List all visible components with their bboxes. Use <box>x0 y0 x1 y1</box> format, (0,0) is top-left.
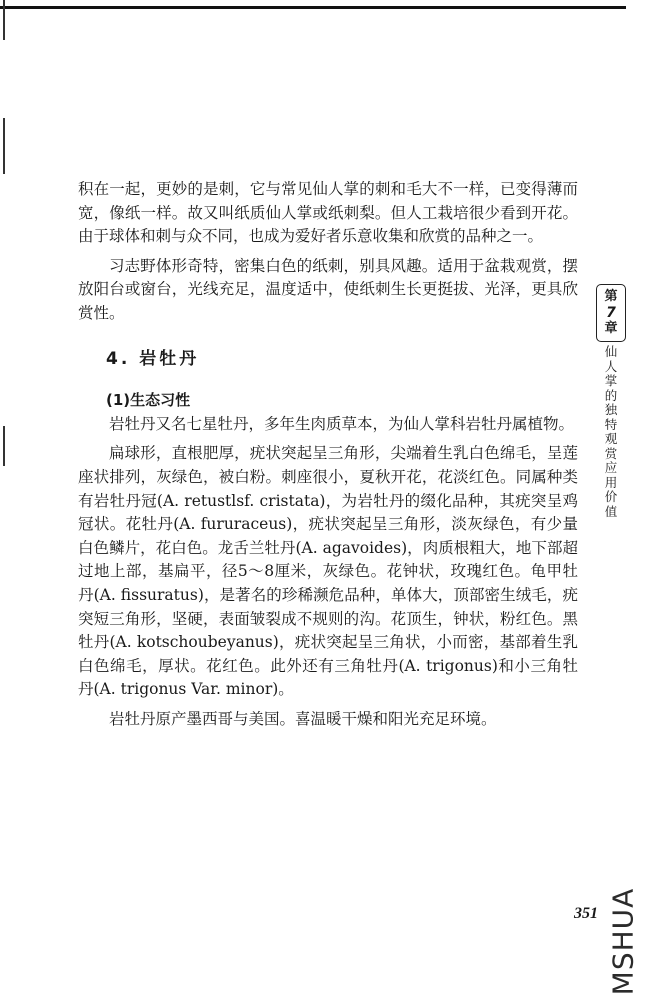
text-line: 意收集和欣赏的品种之一。 <box>357 227 544 246</box>
chapter-badge <box>596 284 626 342</box>
text-line: 变得薄而宽，像纸一样。故又叫纸质仙人掌或纸刺梨。但人工 <box>78 180 578 222</box>
scan-edge-mark <box>3 118 5 174</box>
paragraph: 扁球形，直根肥厚，疣状突起呈三角形，尖端着生乳白色绵毛，呈莲座状排列，灰绿色，被白粉。刺座很小，夏秋开花，花淡红色。同属种类有岩牡丹冠(A. retustlsf. cristata)，为岩牡丹的缀化品种，其疣突呈鸡冠状。花牡丹(A. fururaceus)，疣状突起呈三角形，淡灰绿色，有少量白色鳞片，花白色。龙舌兰牡丹(A. agavoides)，肉质根粗大，地下部超过地上部，基扁平，径5～8厘米，灰绿色。花钟状，玫瑰红色。龟甲牡丹(A. fissuratus)，是著名的珍稀濒危品种，单体大，顶部密生绒毛，疣突短三角形，坚硬，表面皱裂成不规则的沟。花顶生，钟状，粉红色。黑牡丹(A. kotschoubeyanus)，疣状突起呈三角状，小而密，基部着生乳白色绵毛，厚状。花红色。此外还有三角牡丹(A. trigonus)和小三角牡丹(A. trigonus Var. minor)。 <box>78 444 578 699</box>
text-line: 积在一起，更妙的是刺，它与常见仙人掌的刺和毛大不一样，已 <box>78 180 516 198</box>
watermark-text: MSHUA <box>606 887 640 995</box>
page-number: 351 <box>574 905 598 922</box>
watermark <box>598 884 648 998</box>
chapter-number: 7 <box>606 305 616 321</box>
scan-edge-mark <box>3 0 5 40</box>
scan-edge-mark <box>3 426 5 466</box>
top-rule <box>0 6 626 9</box>
text-line: 栽培很少看到开花。由于球体和刺与众不同，也成为爱好者乐 <box>78 203 578 246</box>
paragraph: 岩牡丹又名七星牡丹，多年生肉质草本，为仙人掌科岩牡丹属植物。 <box>109 414 575 433</box>
section-heading: 4. 岩牡丹 <box>106 348 200 369</box>
subheading: (1)生态习性 <box>106 391 191 410</box>
chapter-label-bottom: 章 <box>604 321 618 336</box>
body-text <box>78 178 578 731</box>
paragraph: 习志野体形奇特，密集白色的纸刺，别具风趣。适用于盆栽观赏，摆放阳台或窗台，光线充足，温度适中，使纸刺生长更挺拔、光泽，更具欣赏性。 <box>78 256 578 322</box>
chapter-side-title: 仙人掌的独特观赏应用价值 <box>604 344 618 519</box>
paragraph: 岩牡丹原产墨西哥与美国。喜温暖干燥和阳光充足环境。 <box>109 709 497 728</box>
paragraph-continued <box>78 178 578 249</box>
chapter-label-top: 第 <box>604 289 618 304</box>
